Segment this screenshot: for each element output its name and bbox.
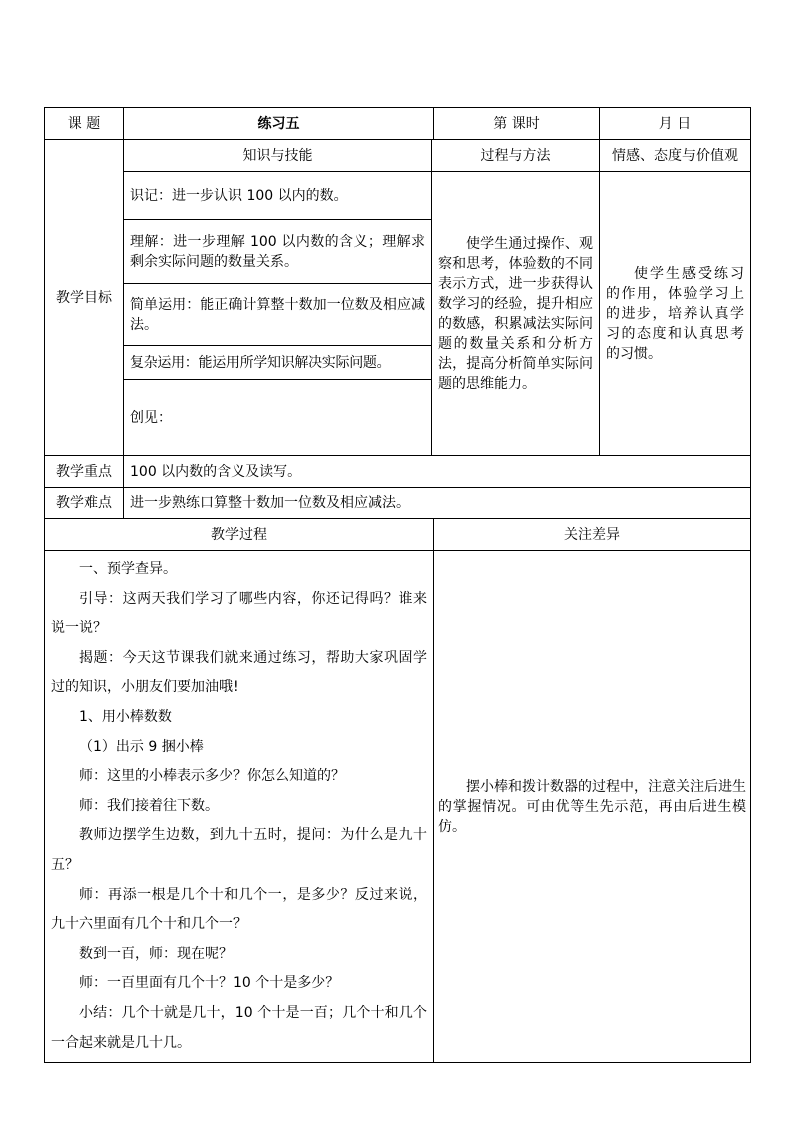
difficulty-value: 进一步熟练口算整十数加一位数及相应减法。 <box>124 488 751 519</box>
key-point-value: 100 以内数的含义及读写。 <box>124 456 751 488</box>
lesson-plan-table <box>44 107 751 1063</box>
process-header-row <box>45 519 751 551</box>
differentiation-note: 摆小棒和拨计数器的过程中，注意关注后进生的掌握情况。可由优等生先示范，再由后进生模仿。 <box>434 551 751 1063</box>
process-content <box>45 551 434 1063</box>
process-line: （1）出示 9 捆小棒 <box>79 738 204 755</box>
knowledge-header: 知识与技能 <box>124 140 432 172</box>
knowledge-item: 简单运用：能正确计算整十数加一位数及相应减法。 <box>124 284 432 346</box>
process-line: 师：这里的小棒表示多少？你怎么知道的？ <box>79 768 345 785</box>
process-line: 师：再添一根是几个十和几个一，是多少？反过来说，九十六里面有几个十和几个一？ <box>51 886 428 933</box>
knowledge-item: 识记：进一步认识 100 以内的数。 <box>124 172 432 220</box>
process-line: 引导：这两天我们学习了哪些内容，你还记得吗？谁来说一说？ <box>51 590 428 637</box>
process-line: 揭题：今天这节课我们就来通过练习，帮助大家巩固学过的知识，小朋友们要加油哦! <box>51 649 428 696</box>
process-method-header: 过程与方法 <box>432 140 600 172</box>
key-point-label: 教学重点 <box>45 456 124 488</box>
attitude-header: 情感、态度与价值观 <box>600 140 751 172</box>
date-label: 月 日 <box>600 108 751 140</box>
knowledge-item: 创见： <box>124 380 432 456</box>
process-line: 师：一百里面有几个十？10 个十是多少？ <box>79 975 340 992</box>
process-body-row <box>45 551 751 1063</box>
process-line: 小结：几个十就是几十，10 个十是一百；几个十和几个一合起来就是几十几。 <box>51 1004 428 1051</box>
objectives-label: 教学目标 <box>45 140 124 456</box>
process-method-text: 使学生通过操作、观察和思考，体验数的不同表示方式，进一步获得认数学习的经验，提升相应的数感，积累减法实际问题的数量关系和分析方法，提高分析简单实际问题的思维能力。 <box>432 172 600 456</box>
process-line: 师：我们接着往下数。 <box>79 797 219 814</box>
process-line: 数到一百，师：现在呢？ <box>79 945 233 962</box>
knowledge-row <box>45 172 751 220</box>
topic-label: 课 题 <box>45 108 124 140</box>
process-line: 1、用小棒数数 <box>79 708 172 725</box>
notes-header: 关注差异 <box>434 519 751 551</box>
topic-value: 练习五 <box>124 108 434 140</box>
difficulty-label: 教学难点 <box>45 488 124 519</box>
knowledge-item: 复杂运用：能运用所学知识解决实际问题。 <box>124 346 432 380</box>
knowledge-item: 理解：进一步理解 100 以内数的含义；理解求剩余实际问题的数量关系。 <box>124 220 432 284</box>
key-point-row <box>45 456 751 488</box>
header-row <box>45 108 751 140</box>
objectives-header-row <box>45 140 751 172</box>
period-label: 第 课时 <box>434 108 600 140</box>
process-header: 教学过程 <box>45 519 434 551</box>
difficulty-row <box>45 488 751 519</box>
process-line: 一、预学查异。 <box>79 561 177 577</box>
process-line: 教师边摆学生边数，到九十五时，提问：为什么是九十五？ <box>51 827 428 873</box>
attitude-text: 使学生感受练习的作用，体验学习上的进步，培养认真学习的态度和认真思考的习惯。 <box>600 172 751 456</box>
